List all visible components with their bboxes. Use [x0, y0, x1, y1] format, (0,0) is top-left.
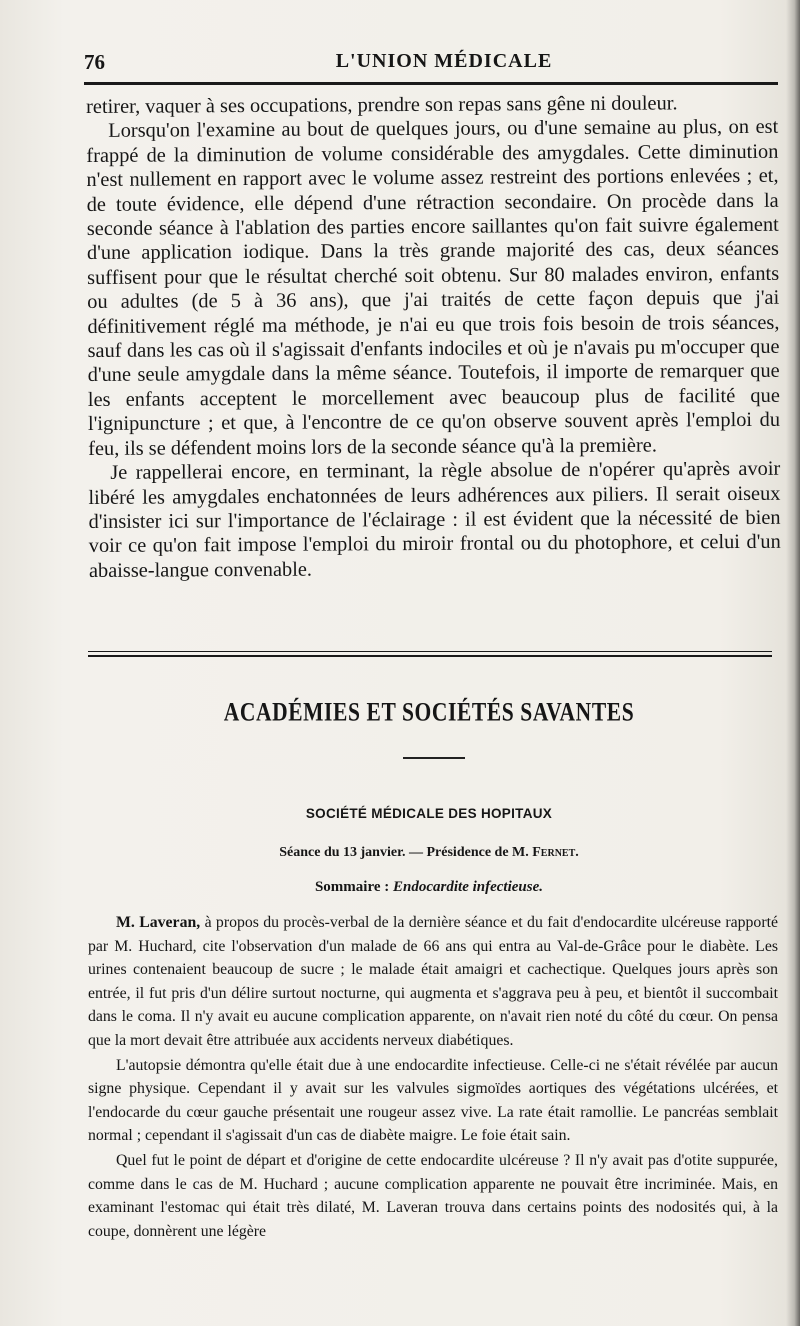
summary-label: Sommaire : — [314, 879, 390, 895]
article-paragraph: Lorsqu'on l'examine au bout de quelques jours, ou d'une semaine au plus, on est frappé de la diminution de volume considérable des amygdales. Cette diminution n'est nullement en rapport avec le volume assez restreint des portions enlevées ; et, de toute évidence, elle dépend d'une rétraction secondaire. On procède dans la seconde séance à l'ablation des parties encore saillantes qu'on fait suivre également d'une application iodique. Dans la très grande majorité des cas, deux séances suffisent pour que le résultat cherché soit obtenu. Sur 80 malades environ, enfants ou adultes (de 5 à 36 ans), que j'ai traités de cette façon depuis que j'ai définitivement réglé ma méthode, je n'ai eu que trois fois besoin de trois séances, sauf dans les cas où il s'agissait d'enfants indociles et où je n'avais pu m'occuper que d'une seule amygdale dans la même séance. Toutefois, il importe de remarquer que les enfants acceptent le morcellement avec beaucoup plus de facilité que l'ignipuncture ; et que, à l'encontre de ce qu'on observe souvent après l'emploi du feu, ils se défendent moins lors de la seconde séance qu'à la première. — [86, 116, 781, 460]
header-rule — [84, 82, 778, 85]
page-number: 76 — [84, 50, 105, 74]
summary-topic: Endocardite infectieuse. — [393, 879, 544, 895]
report-text: à propos du procès-verbal de la dernière séance et du fait d'endocardite ulcéreuse rapporté par M. Huchard, cite l'observation d'un malade de 66 ans qui entra au Val-de-Grâce pour le diabète. Les urines contenaient beaucoup de sucre ; le malade était amaigri et cachectique. Quelques jours après son entrée, il fut pris d'un délire surtout nocturne, qui augmenta et s'aggrava peu à peu, et bientôt il succombait dans le coma. Il n'y avait eu aucune complication apparente, on n'avait rien noté du côté du cœur. On pensa que la mort devait être attribuée aux accidents nerveux diabétiques. — [88, 914, 778, 1049]
report-body — [88, 911, 778, 1243]
session-line — [84, 845, 774, 861]
article-body — [86, 91, 781, 583]
summary-line — [84, 879, 774, 896]
section-rule-top — [88, 651, 772, 652]
speaker-name: M. Laveran, — [116, 914, 201, 931]
section-title: ACADÉMIES ET SOCIÉTÉS SAVANTES — [223, 696, 635, 727]
society-name: SOCIÉTÉ MÉDICALE DES HOPITAUX — [305, 806, 553, 821]
running-header — [84, 50, 774, 80]
article-paragraph: Je rappellerai encore, en terminant, la règle absolue de n'opérer qu'après avoir libéré les amygdales enchatonnées de leurs adhérences aux piliers. Il serait oiseux d'insister ici sur l'importance de l'éclairage : il est évident que la nécessité de bien voir ce qu'on fait impose l'emploi du miroir frontal ou du photophore, et celui d'un abaisse-langue convenable. — [88, 457, 781, 582]
running-title: L'UNION MÉDICALE — [335, 50, 553, 72]
title-underline — [403, 757, 465, 759]
report-paragraph — [88, 911, 778, 1053]
section-rule-bottom — [88, 655, 772, 657]
report-paragraph: L'autopsie démontra qu'elle était due à une endocardite infectieuse. Celle-ci ne s'était révélée par aucun signe physique. Cependant il y avait sur les valvules sigmoïdes aortiques des végétations ulcérées, et l'endocarde du cœur gauche présentait une rougeur assez vive. La rate était ramollie. Le pancréas semblait normal ; cependant il s'agissait d'un cas de diabète maigre. Le foie était sain. — [88, 1056, 778, 1145]
page-edge-shadow — [786, 0, 800, 1326]
session-date: Séance du 13 janvier. — Présidence de M. — [279, 845, 529, 860]
session-president: Fernet. — [532, 845, 579, 860]
article-paragraph: retirer, vaquer à ses occupations, prendre son repas sans gêne ni douleur. — [86, 92, 678, 118]
report-paragraph: Quel fut le point de départ et d'origine de cette endocardite ulcéreuse ? Il n'y avait pas d'otite suppurée, comme dans le cas de M. Huchard ; aucune complication apparente ne pouvait être incriminée. Mais, en examinant l'estomac qui était très dilaté, M. Laveran trouva dans certains points des nodosités qui, à la coupe, donnèrent une légère — [88, 1151, 778, 1240]
